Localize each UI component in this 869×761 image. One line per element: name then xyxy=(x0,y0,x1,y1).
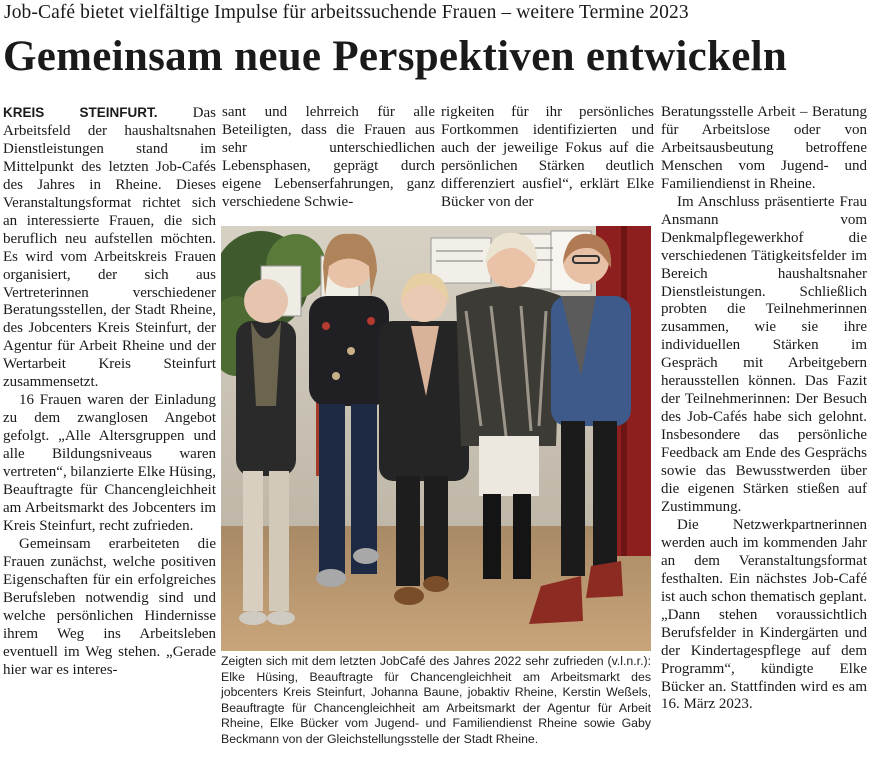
article-headline: Gemeinsam neue Perspektiven entwickeln xyxy=(3,33,788,80)
column-2 xyxy=(222,104,435,212)
group-photo-illustration xyxy=(221,226,651,651)
column-4-paragraph-2: Im Anschluss präsentierte Frau Ansmann vom Denkmalpflegewerkhof die verschiedenen Tätigkeitsfelder im Bereich haushaltsnaher Dienstleistungen. Schließlich probten die Teilnehmerinnen zusammen, wie sie ihre individuellen Stärken im Gespräch mit Arbeitgebern herausstellen können. Das Fazit der Teilnehmerinnen: Der Besuch des Job-Cafés habe sich gelohnt. Insbesondere das persönliche Feedback am Ende des Gesprächs sowie das Bewusstwerden über die eigenen Stärken stießen auf Zustimmung. xyxy=(661,193,867,515)
group-photo xyxy=(221,226,651,651)
column-1-paragraph-1-text: Das Arbeitsfeld der haushaltsnahen Dienstleistungen stand im Mittelpunkt des letzten Job-Cafés des Jahres in Rheine. Dieses Veranstaltungsformat richtet sich an interessierte Frauen, die sich beruflich neu aufstellen möchten. Es wird vom Arbeitskreis Frauen organisiert, der sich aus Vertreterinnen verschiedener Beratungsstellen, der Stadt Rheine, des Jobcenters Kreis Steinfurt, der Agentur für Arbeit Rheine und der Wertarbeit Kreis Steinfurt zusammensetzt. xyxy=(3,105,216,391)
column-3 xyxy=(441,104,654,212)
article-kicker: Job-Café bietet vielfältige Impulse für arbeitssuchende Frauen – weitere Termine 2023 xyxy=(4,2,689,23)
column-4-paragraph-1: Beratungsstelle Arbeit – Beratung für Arbeitslose oder von Arbeitsausbeutung betroffene Menschen vom Jugend- und Familiendienst in Rheine. xyxy=(661,104,867,192)
column-1-paragraph-3: Gemeinsam erarbeiteten die Frauen zunächst, welche positiven Eigenschaften für ein erfolgreiches Berufsleben notwendig sind und welche persönlichen Hindernisse ihrem Weg ins Arbeitsleben eventuell im Weg stehen. „Gerade hier war es interes- xyxy=(3,535,216,678)
column-3-paragraph-1: rigkeiten für ihr persönliches Fortkommen identifizierten und auch der jeweilige Fokus auf die persönlichen Stärken deutlich differenziert ausfiel“, erklärt Elke Bücker von der xyxy=(441,104,654,210)
column-2-paragraph-1: sant und lehrreich für alle Beteiligten, dass die Frauen aus sehr unterschiedlichen Lebensphasen, geprägt durch eigene Lebenserfahrungen, ganz verschiedene Schwie- xyxy=(222,104,435,210)
column-1 xyxy=(3,104,216,680)
photo-caption: Zeigten sich mit dem letzten JobCafé des Jahres 2022 sehr zufrieden (v.l.n.r.): Elke Hüsing, Beauftragte für Chancengleichheit am Arbeitsmarkt des jobcenters Kreis Steinfurt, Johanna Baune, jobaktiv Rheine, Kerstin Weßels, Beauftragte für Chancengleichheit am Arbeitsmarkt der Agentur für Arbeit Rheine, Elke Bücker vom Jugend- und Familiendienst Rheine sowie Gaby Beckmann von der Gleichstellungsstelle der Stadt Rheine. xyxy=(221,654,651,746)
column-4 xyxy=(661,104,867,714)
column-1-paragraph-2: 16 Frauen waren der Einladung zu dem zwanglosen Angebot gefolgt. „Alle Altersgruppen und alle Bildungsniveaus waren vertreten“, bilanzierte Elke Hüsing, Beauftragte für Chancengleichheit am Arbeitsmarkt des Jobcenters im Kreis Steinfurt, recht zufrieden. xyxy=(3,392,216,534)
column-4-paragraph-3: Die Netzwerkpartnerinnen werden auch im kommenden Jahr an dem Veranstaltungsformat festhalten. Ein nächstes Job-Café ist auch schon thematisch geplant. „Dann stehen voraussichtlich Berufsfelder in Kindergärten und der Kindertagespflege auf dem Programm“, kündigte Elke Bücker an. Stattfinden wird es am 16. März 2023. xyxy=(661,516,867,713)
column-1-paragraph-1 xyxy=(3,104,216,392)
dateline: KREIS STEINFURT. xyxy=(3,105,158,120)
